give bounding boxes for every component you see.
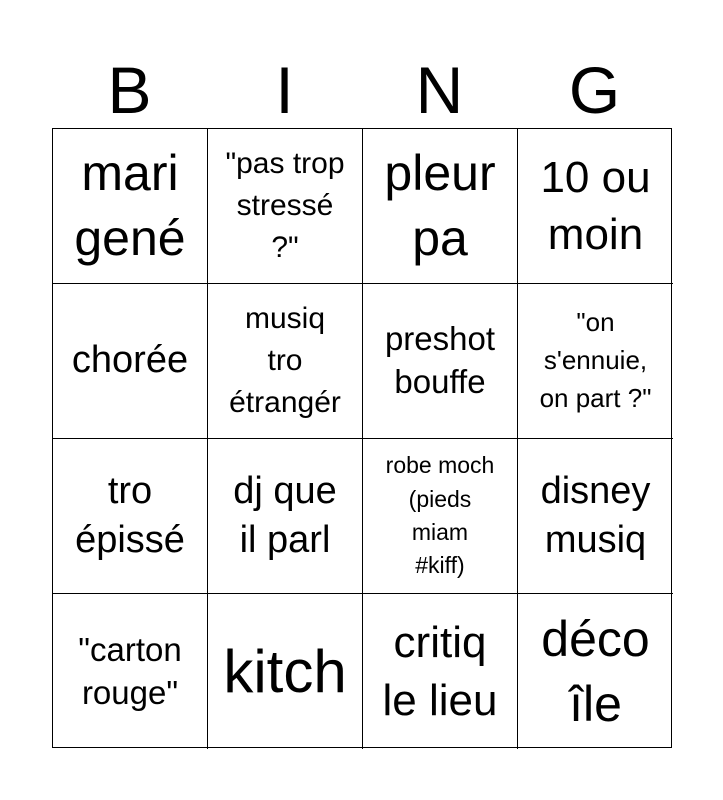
cell-text: 10 ou moin: [540, 152, 651, 259]
cell-text: "on s'ennuie, on part ?": [539, 307, 652, 413]
bingo-cell: [208, 284, 363, 439]
bingo-cell: [208, 594, 363, 749]
bingo-cell: [208, 439, 363, 594]
cell-text: mari gené: [74, 145, 186, 266]
cell-text: chorée: [71, 339, 189, 382]
bingo-grid: [52, 128, 672, 748]
header-letter-g: G: [568, 53, 621, 127]
cell-text: robe moch (pieds miam #kiff): [385, 452, 495, 579]
cell-text: tro épissé: [75, 469, 185, 561]
bingo-cell: [53, 129, 208, 284]
cell-text: pleur pa: [384, 145, 496, 266]
header-letter-b: B: [107, 53, 152, 127]
cell-text: musiq tro étrangér: [229, 302, 341, 419]
bingo-cell: [53, 439, 208, 594]
cell-text: kitch: [223, 637, 347, 705]
bingo-header: [52, 52, 672, 128]
cell-text: critiq le lieu: [382, 618, 498, 725]
cell-text: disney musiq: [540, 469, 651, 561]
bingo-cell: [53, 284, 208, 439]
header-letter-i: I: [275, 53, 294, 127]
cell-text: preshot bouffe: [384, 320, 496, 400]
cell-text: "pas trop stressé ?": [225, 147, 345, 264]
cell-text: dj que il parl: [233, 469, 337, 561]
header-letter-n: N: [415, 53, 464, 127]
bingo-cell: [363, 129, 518, 284]
bingo-cell: [363, 594, 518, 749]
bingo-cell: [518, 594, 673, 749]
bingo-cell: [363, 439, 518, 594]
bingo-cell: [518, 129, 673, 284]
cell-text: déco île: [541, 610, 650, 732]
bingo-cell: [363, 284, 518, 439]
bingo-cell: [518, 439, 673, 594]
bingo-cell: [518, 284, 673, 439]
bingo-cell: [208, 129, 363, 284]
cell-text: "carton rouge": [78, 630, 182, 711]
bingo-cell: [53, 594, 208, 749]
